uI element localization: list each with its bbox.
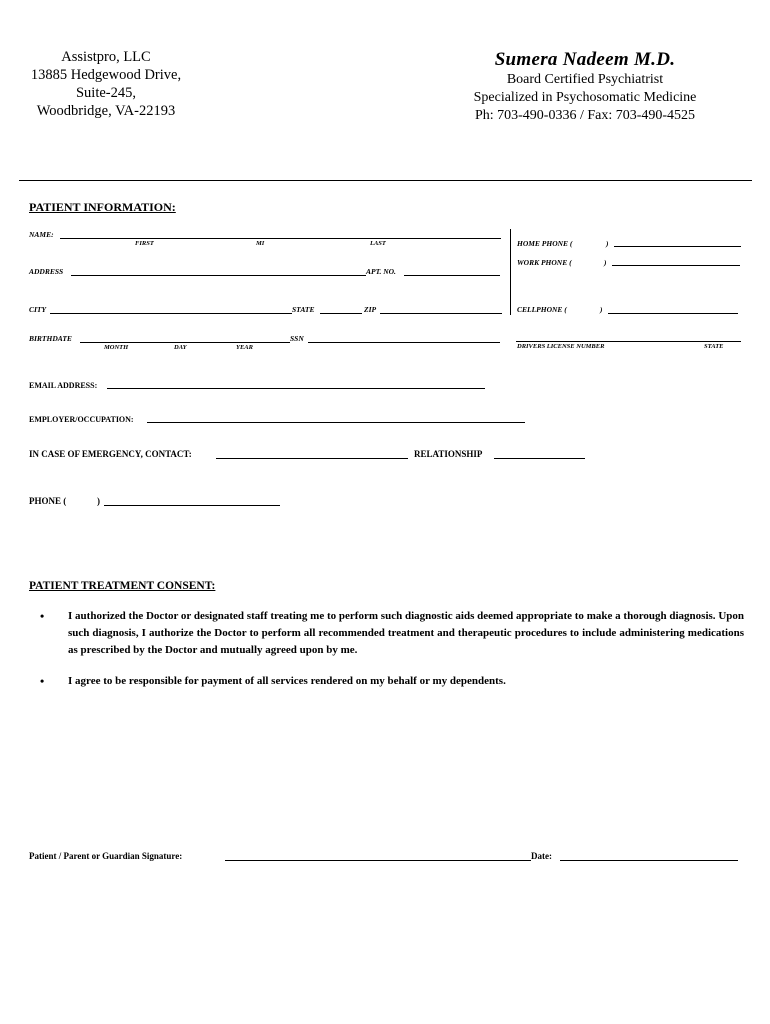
work-phone-paren: ) — [604, 258, 607, 267]
name-label: NAME: — [29, 230, 54, 239]
apt-label: APT. NO. — [366, 267, 396, 276]
home-phone-label: HOME PHONE ( — [517, 239, 573, 248]
city-field[interactable] — [50, 313, 292, 314]
zip-field[interactable] — [380, 313, 502, 314]
practice-suite: Suite-245, — [75, 85, 136, 101]
doctor-block — [455, 49, 715, 125]
cellphone-paren: ) — [600, 305, 603, 314]
doctor-name: Sumera Nadeem M.D. — [494, 49, 676, 70]
apt-field[interactable] — [404, 275, 500, 276]
relationship-field[interactable] — [494, 458, 585, 459]
dl-state-sublabel: STATE — [704, 343, 724, 350]
emergency-field[interactable] — [216, 458, 408, 459]
consent-text: I authorized the Doctor or designated staff treating me to perform such diagnostic aids deemed appropriate to make a thorough diagnosis. Upon such diagnosis, I authorize the Doctor to perform all recommended treatment and therapeutic procedures to include administering medications as prescribed by the Doctor and mutually agreed upon by me. — [68, 610, 744, 656]
doctor-contact: Ph: 703-490-0336 / Fax: 703-490-4525 — [474, 108, 696, 123]
year-sublabel: YEAR — [236, 344, 253, 351]
cellphone-label: CELLPHONE ( — [517, 305, 567, 314]
birthdate-field[interactable] — [80, 342, 290, 343]
emergency-label: IN CASE OF EMERGENCY, CONTACT: — [29, 449, 192, 459]
consent-heading: PATIENT TREATMENT CONSENT: — [29, 580, 216, 592]
drivers-license-sublabel: DRIVERS LICENSE NUMBER — [517, 343, 605, 350]
practice-name: Assistpro, LLC — [61, 49, 151, 65]
day-sublabel: DAY — [174, 344, 187, 351]
consent-list — [28, 608, 744, 704]
phone-field[interactable] — [104, 505, 280, 506]
cellphone-field[interactable] — [608, 313, 738, 314]
home-phone-paren: ) — [606, 239, 609, 248]
state-field[interactable] — [320, 313, 362, 314]
date-field[interactable] — [560, 860, 738, 861]
birthdate-label: BIRTHDATE — [29, 334, 72, 343]
last-sublabel: LAST — [370, 240, 386, 247]
signature-field[interactable] — [225, 860, 531, 861]
mi-sublabel: MI — [256, 240, 265, 247]
email-label: EMAIL ADDRESS: — [29, 381, 98, 390]
phone-paren: ) — [97, 496, 100, 506]
consent-item — [28, 673, 744, 690]
name-field[interactable] — [60, 238, 501, 239]
consent-item — [28, 608, 744, 659]
ssn-field[interactable] — [308, 342, 500, 343]
employer-field[interactable] — [147, 422, 525, 423]
column-divider — [510, 229, 511, 315]
signature-label: Patient / Parent or Guardian Signature: — [29, 851, 183, 861]
relationship-label: RELATIONSHIP — [414, 449, 483, 459]
first-sublabel: FIRST — [135, 240, 154, 247]
practice-street: 13885 Hedgewood Drive, — [30, 67, 182, 83]
bullet-marker: • — [40, 609, 45, 623]
employer-label: EMPLOYER/OCCUPATION: — [29, 415, 134, 424]
patient-info-heading: PATIENT INFORMATION: — [29, 200, 176, 214]
work-phone-label: WORK PHONE ( — [517, 258, 572, 267]
doctor-title: Board Certified Psychiatrist — [506, 72, 664, 87]
practice-city: Woodbridge, VA-22193 — [36, 103, 176, 119]
city-label: CITY — [29, 305, 47, 314]
header-divider — [19, 180, 752, 181]
email-field[interactable] — [107, 388, 485, 389]
consent-text: I agree to be responsible for payment of all services rendered on my behalf or my dependents. — [68, 675, 506, 687]
address-field[interactable] — [71, 275, 366, 276]
ssn-label: SSN — [290, 334, 304, 343]
state-label: STATE — [292, 305, 315, 314]
phone-label: PHONE ( — [29, 496, 67, 506]
practice-address — [14, 48, 198, 120]
date-label: Date: — [531, 851, 552, 861]
zip-label: ZIP — [364, 305, 377, 314]
doctor-specialty: Specialized in Psychosomatic Medicine — [473, 90, 697, 105]
drivers-license-field[interactable] — [516, 341, 741, 342]
address-label: ADDRESS — [29, 267, 64, 276]
month-sublabel: MONTH — [104, 344, 129, 351]
work-phone-field[interactable] — [612, 265, 740, 266]
home-phone-field[interactable] — [614, 246, 741, 247]
bullet-marker: • — [40, 674, 45, 688]
